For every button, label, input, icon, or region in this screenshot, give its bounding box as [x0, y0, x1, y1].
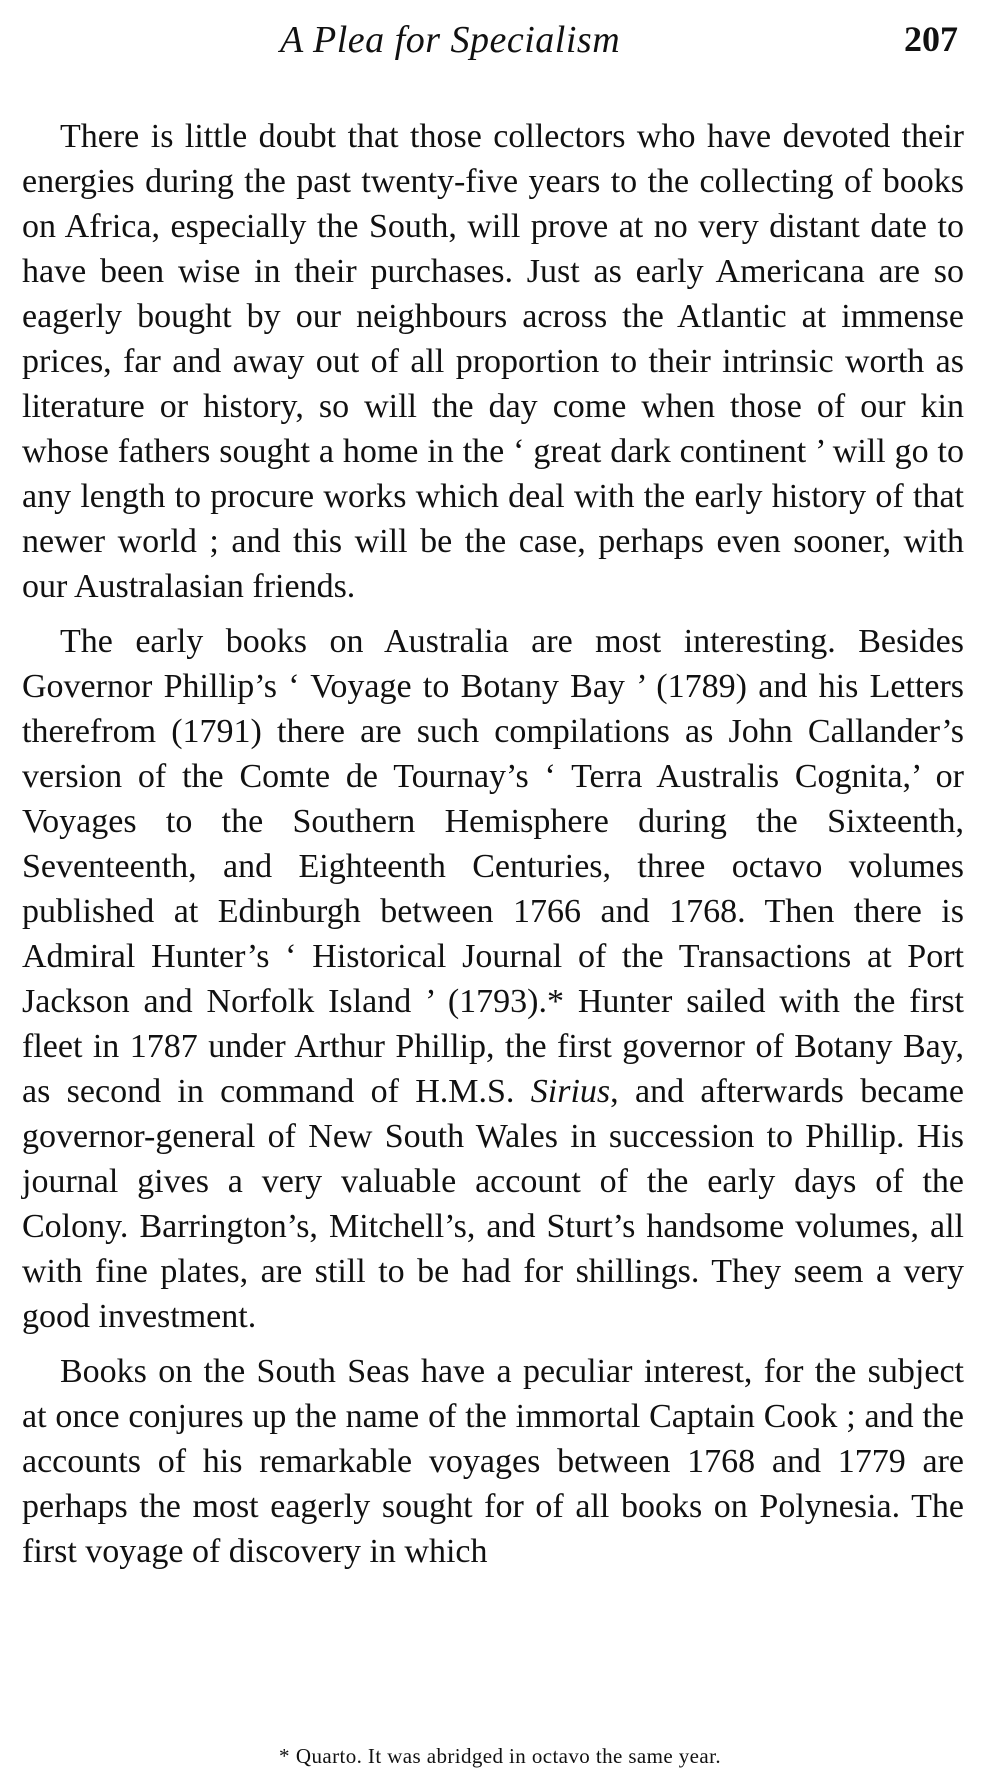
- page-number: 207: [904, 19, 958, 59]
- paragraph-gap: [22, 609, 964, 619]
- footnote-marker: *: [279, 1744, 290, 1768]
- body-text: [22, 114, 964, 1574]
- ship-name-italic: Sirius: [530, 1073, 611, 1110]
- paragraph-2-text-before-italic: The early books on Australia are most interesting. Besides Governor Phillip’s ‘ Voyage to Botany Bay ’ (1789) and his Letters therefrom (1791) there are such compilations as John Callander’s version of the Comte de Tournay’s ‘ Terra Australis Cognita,’ or Voyages to the Southern Hemisphere during the Sixteenth, Seventeenth, and Eighteenth Centuries, three octavo volumes published at Edinburgh between 1766 and 1768. Then there is Admiral Hunter’s ‘ Historical Journal of the Transactions at Port Jackson and Norfolk Island ’ (1793).* Hunter sailed with the first fleet in 1787 under Arthur Phillip, the first governor of Botany Bay, as second in command of H.M.S.: [22, 623, 964, 1110]
- footnote: [0, 1744, 1000, 1769]
- paragraph-2-text-after-italic: , and afterwards became governor-general of New South Wales in succession to Phillip. His journal gives a very valuable account of the early days of the Colony. Barrington’s, Mitchell’s, and Sturt’s handsome volumes, all with fine plates, are still to be had for shillings. They seem a very good investment.: [22, 1073, 965, 1335]
- paragraph-1: There is little doubt that those collectors who have devoted their energies during the past twenty-five years to the collecting of books on Africa, especially the South, will prove at no very distant date to have been wise in their purchases. Just as early Americana are so eagerly bought by our neighbours across the Atlantic at immense prices, far and away out of all proportion to their intrinsic worth as literature or history, so will the day come when those of our kin whose fathers sought a home in the ‘ great dark continent ’ will go to any length to procure works which deal with the early history of that newer world ; and this will be the case, perhaps even sooner, with our Australasian friends.: [22, 118, 964, 605]
- paragraph-gap: [22, 1339, 964, 1349]
- running-title: A Plea for Specialism: [280, 19, 621, 61]
- running-head: [0, 18, 1000, 78]
- footnote-text: Quarto. It was abridged in octavo the same year.: [295, 1744, 721, 1768]
- paragraph-2: [22, 619, 964, 1339]
- paragraph-3: Books on the South Seas have a peculiar interest, for the subject at once conjures up the name of the immortal Captain Cook ; and the accounts of his remarkable voyages between 1768 and 1779 are perhaps the most eagerly sought for of all books on Polynesia. The first voyage of discovery in which: [22, 1353, 964, 1570]
